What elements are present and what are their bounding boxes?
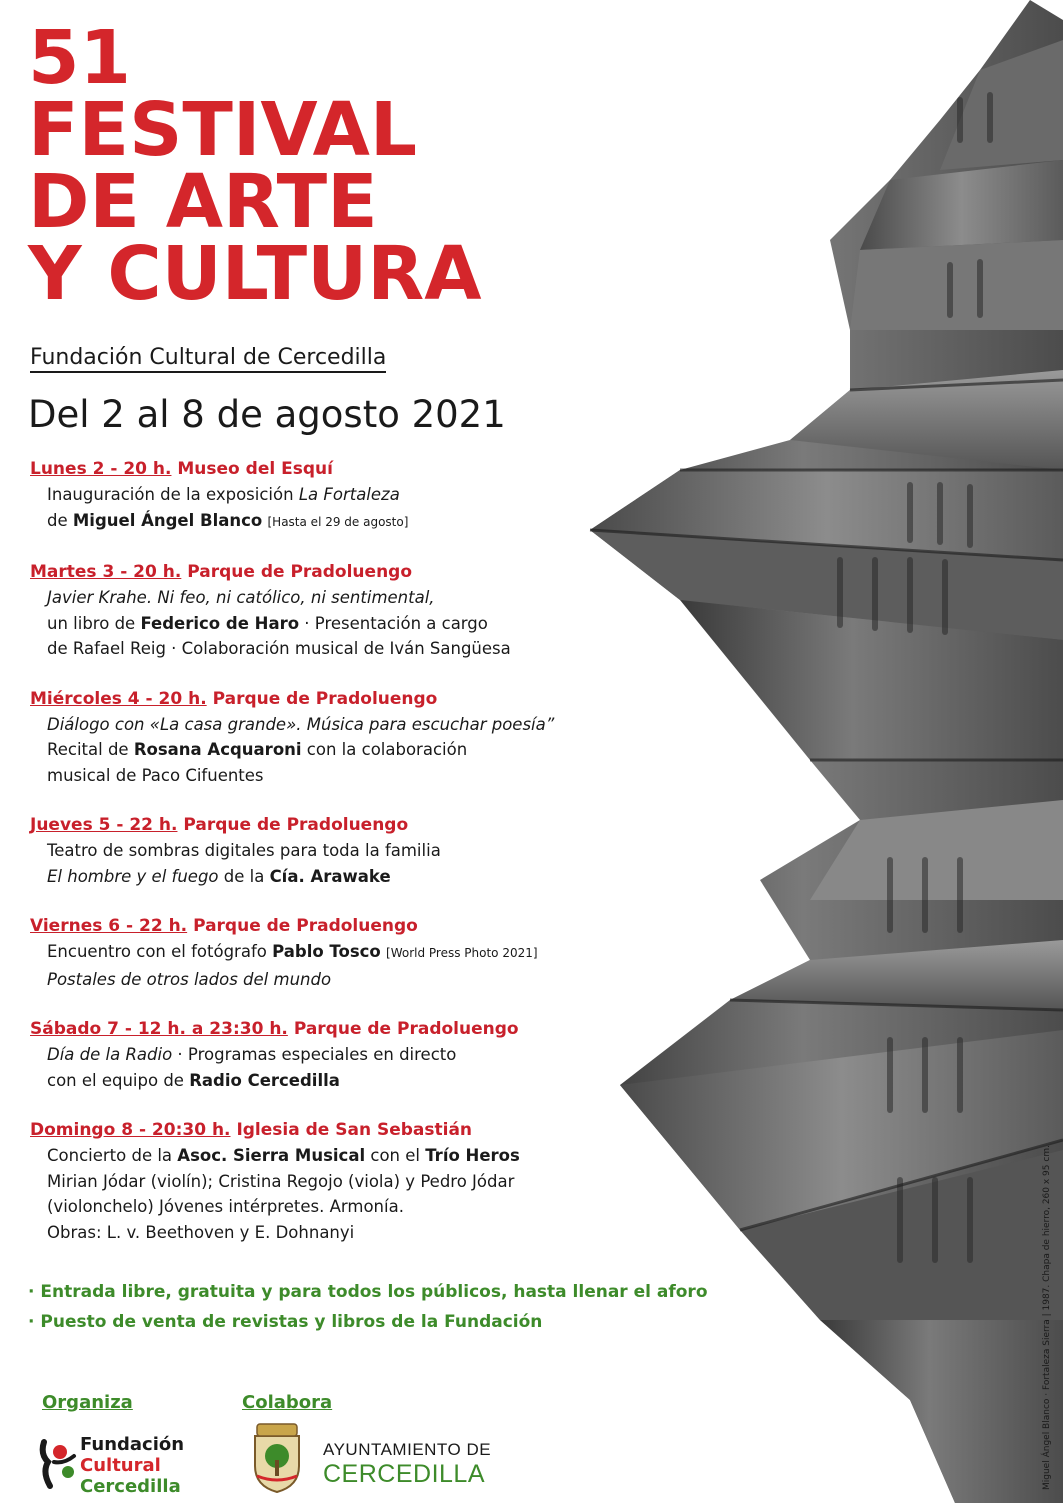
event-heading	[30, 913, 630, 939]
title-line-2: FESTIVAL	[28, 87, 418, 173]
festival-dates: Del 2 al 8 de agosto 2021	[28, 393, 506, 436]
event-place: Parque de Pradoluengo	[187, 562, 413, 582]
title-line-4: Y CULTURA	[28, 231, 482, 317]
event-item	[30, 559, 630, 662]
organizer-subtitle: Fundación Cultural de Cercedilla	[30, 345, 386, 373]
event-when: Sábado 7 - 12 h. a 23:30 h.	[30, 1019, 288, 1039]
event-place: Parque de Pradoluengo	[212, 688, 438, 709]
event-line: musical de Paco Cifuentes	[47, 765, 264, 785]
event-item	[30, 686, 630, 789]
event-line: Encuentro con el fotógrafo Pablo Tosco [World Press Photo 2021]	[47, 942, 538, 961]
event-line: con el equipo de Radio Cercedilla	[47, 1070, 340, 1090]
event-line: Día de la Radio · Programas especiales en directo	[47, 1045, 457, 1064]
fcc-logo-icon	[38, 1432, 82, 1496]
event-line: Postales de otros lados del mundo	[47, 969, 332, 989]
note-free-entry: · Entrada libre, gratuita y para todos los públicos, hasta llenar el aforo	[28, 1282, 708, 1302]
event-heading	[30, 559, 630, 585]
event-when: Jueves 5 - 22 h.	[30, 815, 178, 835]
ayuntamiento-logo: AYUNTAMIENTO DE CERCEDILLA	[323, 1440, 492, 1488]
event-line: El hombre y el fuego de la Cía. Arawake	[47, 866, 391, 886]
event-line: Inauguración de la exposición La Fortaleza	[47, 485, 400, 504]
event-place: Museo del Esquí	[177, 459, 333, 479]
event-line: Javier Krahe. Ni feo, ni católico, ni sentimental,	[47, 588, 435, 607]
event-item	[30, 456, 630, 535]
event-when: Domingo 8 - 20:30 h.	[30, 1120, 231, 1140]
event-when: Miércoles 4 - 20 h.	[30, 688, 207, 709]
event-place: Parque de Pradoluengo	[293, 1019, 519, 1039]
event-place: Parque de Pradoluengo	[183, 815, 409, 835]
event-item	[30, 913, 630, 992]
notes	[28, 1277, 708, 1337]
event-when: Lunes 2 - 20 h.	[30, 459, 172, 479]
fcc-logo-text: Fundación Cultural Cercedilla	[80, 1434, 185, 1497]
event-line: Concierto de la Asoc. Sierra Musical con el Trío Heros	[47, 1146, 520, 1165]
cercedilla-crest-icon	[247, 1420, 307, 1496]
event-line: Diálogo con «La casa grande». Música para escuchar poesía”	[47, 714, 555, 734]
event-line: (violonchelo) Jóvenes intérpretes. Armonía.	[47, 1197, 404, 1216]
event-heading	[30, 456, 630, 482]
event-line: de Rafael Reig · Colaboración musical de Iván Sangüesa	[47, 639, 511, 658]
event-item	[30, 1016, 630, 1093]
title-line-1: 51	[28, 15, 131, 101]
event-when: Viernes 6 - 22 h.	[30, 916, 188, 936]
note-book-stall: · Puesto de venta de revistas y libros de la Fundación	[28, 1312, 543, 1332]
artwork-credit: Miguel Ángel Blanco · Fortaleza Sierra | 1987. Chapa de hierro, 260 x 95 cm.	[1042, 1145, 1052, 1490]
event-line: Obras: L. v. Beethoven y E. Dohnanyi	[47, 1222, 355, 1242]
event-item	[30, 812, 630, 889]
event-line: Teatro de sombras digitales para toda la familia	[47, 841, 441, 860]
organiza-label: Organiza	[42, 1392, 133, 1413]
event-place: Parque de Pradoluengo	[193, 916, 418, 936]
event-heading	[30, 1016, 630, 1042]
title-line-3: DE ARTE	[28, 159, 378, 245]
event-line: Mirian Jódar (violín); Cristina Regojo (viola) y Pedro Jódar	[47, 1171, 515, 1191]
event-heading	[30, 686, 630, 712]
event-place: Iglesia de San Sebastián	[236, 1120, 473, 1140]
event-line: Recital de Rosana Acquaroni con la colaboración	[47, 740, 468, 759]
event-program	[30, 456, 630, 1269]
event-heading	[30, 1117, 630, 1143]
festival-title	[28, 15, 482, 317]
colabora-label: Colabora	[242, 1392, 333, 1413]
event-line: de Miguel Ángel Blanco [Hasta el 29 de agosto]	[47, 510, 409, 530]
event-item	[30, 1117, 630, 1245]
event-heading	[30, 812, 630, 838]
event-line: un libro de Federico de Haro · Presentación a cargo	[47, 613, 488, 633]
event-when: Martes 3 - 20 h.	[30, 562, 182, 582]
